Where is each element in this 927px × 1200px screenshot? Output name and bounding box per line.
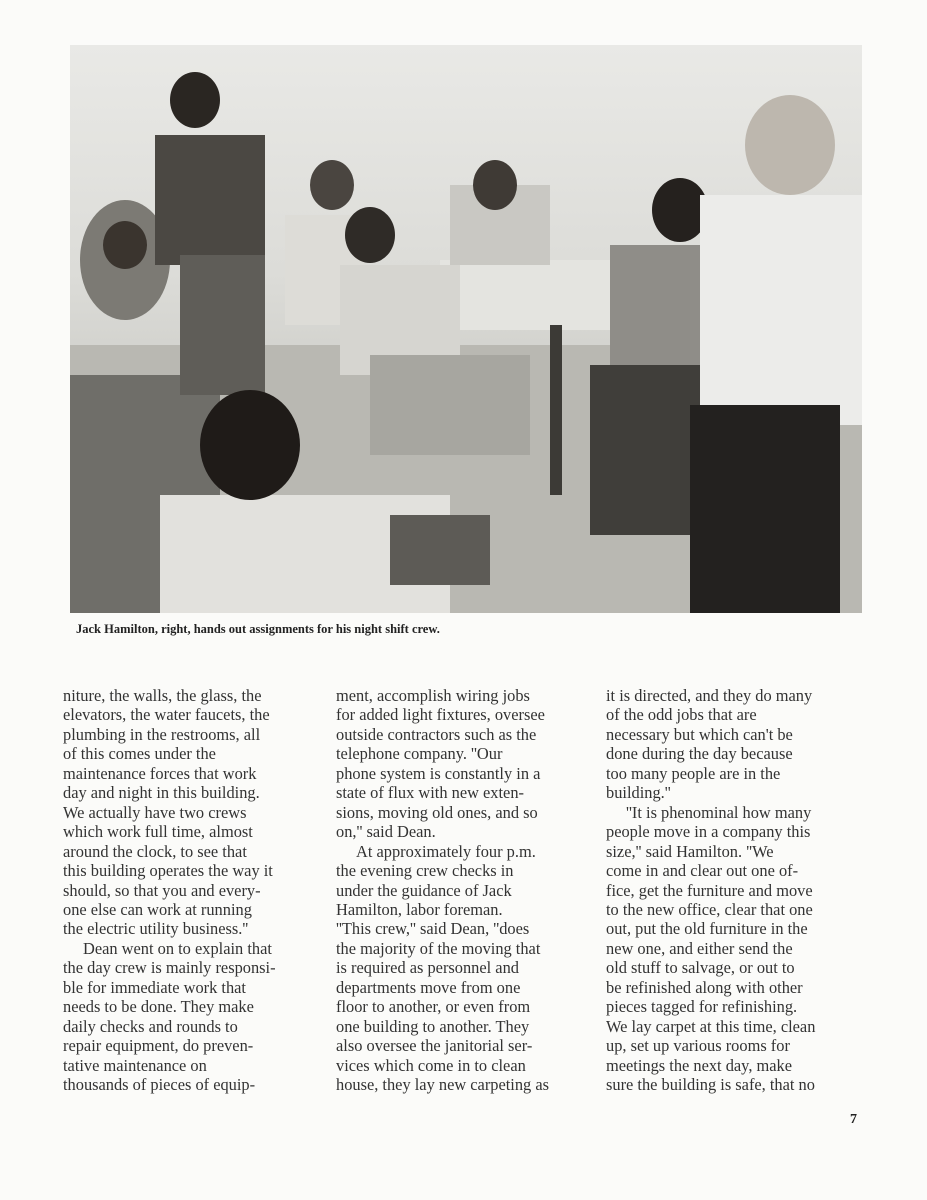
- photo-illustration: [70, 45, 862, 613]
- text-line: is required as personnel and: [336, 958, 519, 978]
- text-line: maintenance forces that work: [63, 763, 257, 783]
- text-line: on,'' said Dean.: [336, 822, 436, 842]
- text-line: come in and clear out one of-: [606, 861, 799, 881]
- text-line: under the guidance of Jack: [336, 880, 512, 900]
- text-line: We actually have two crews: [63, 802, 247, 822]
- text-line: ment, accomplish wiring jobs: [336, 686, 530, 705]
- text-line: for added light fixtures, oversee: [336, 705, 545, 725]
- text-line: niture, the walls, the glass, the: [63, 686, 262, 705]
- text-line: outside contractors such as the: [336, 724, 537, 744]
- text-line: ''This crew,'' said Dean, ''does: [336, 919, 530, 939]
- page-number: 7: [850, 1112, 857, 1127]
- text-line: vices which come in to clean: [336, 1055, 526, 1075]
- text-line: it is directed, and they do many: [606, 686, 813, 705]
- text-line: repair equipment, do preven-: [63, 1036, 254, 1056]
- text-line: meetings the next day, make: [606, 1055, 793, 1075]
- text-line: also oversee the janitorial ser-: [336, 1036, 533, 1056]
- text-line: phone system is constantly in a: [336, 763, 541, 783]
- text-line: elevators, the water faucets, the: [63, 705, 270, 725]
- text-line: the evening crew checks in: [336, 861, 514, 881]
- text-line: should, so that you and every-: [63, 880, 261, 900]
- text-line: done during the day because: [606, 744, 793, 764]
- text-line: of the odd jobs that are: [606, 705, 757, 725]
- text-line: thousands of pieces of equip-: [63, 1075, 256, 1095]
- text-line: the day crew is mainly responsi-: [63, 958, 276, 978]
- text-line: up, set up various rooms for: [606, 1036, 790, 1056]
- text-line: Dean went on to explain that: [83, 938, 272, 958]
- text-line: ble for immediate work that: [63, 977, 246, 997]
- text-line: new one, and either send the: [606, 938, 793, 958]
- text-line: Hamilton, labor foreman.: [336, 899, 503, 919]
- text-line: one else can work at running: [63, 899, 252, 919]
- text-line: to the new office, clear that one: [606, 899, 813, 919]
- text-column-1: [63, 686, 313, 1095]
- text-line: around the clock, to see that: [63, 841, 247, 861]
- text-line: size,'' said Hamilton. ''We: [606, 841, 774, 861]
- text-column-2: [336, 686, 586, 1095]
- text-line: too many people are in the: [606, 763, 781, 783]
- text-line: be refinished along with other: [606, 977, 803, 997]
- text-line: the majority of the moving that: [336, 938, 541, 958]
- photo-caption: Jack Hamilton, right, hands out assignments for his night shift crew.: [76, 622, 440, 636]
- text-line: the electric utility business.'': [63, 919, 249, 939]
- text-line: building.'': [606, 783, 671, 803]
- text-column-3: [606, 686, 856, 1095]
- text-line: which work full time, almost: [63, 822, 253, 842]
- text-line: house, they lay new carpeting as: [336, 1075, 550, 1095]
- text-line: fice, get the furniture and move: [606, 880, 813, 900]
- text-line: tative maintenance on: [63, 1055, 207, 1075]
- text-line: of this comes under the: [63, 744, 216, 764]
- text-line: We lay carpet at this time, clean: [606, 1016, 816, 1036]
- text-line: daily checks and rounds to: [63, 1016, 238, 1036]
- text-line: out, put the old furniture in the: [606, 919, 808, 939]
- text-line: needs to be done. They make: [63, 997, 254, 1017]
- text-line: state of flux with new exten-: [336, 783, 524, 803]
- crew-photo: [70, 45, 862, 613]
- text-line: telephone company. ''Our: [336, 744, 503, 764]
- text-line: one building to another. They: [336, 1016, 530, 1036]
- text-line: day and night in this building.: [63, 783, 260, 803]
- text-line: sure the building is safe, that no: [606, 1075, 815, 1095]
- text-line: people move in a company this: [606, 822, 811, 842]
- text-line: departments move from one: [336, 977, 521, 997]
- text-line: this building operates the way it: [63, 861, 273, 881]
- text-line: sions, moving old ones, and so: [336, 802, 538, 822]
- text-line: old stuff to salvage, or out to: [606, 958, 795, 978]
- text-line: floor to another, or even from: [336, 997, 531, 1017]
- text-line: plumbing in the restrooms, all: [63, 724, 261, 744]
- text-line: ''It is phenominal how many: [626, 802, 812, 822]
- text-line: At approximately four p.m.: [356, 841, 536, 861]
- text-line: necessary but which can't be: [606, 724, 793, 744]
- text-line: pieces tagged for refinishing.: [606, 997, 798, 1017]
